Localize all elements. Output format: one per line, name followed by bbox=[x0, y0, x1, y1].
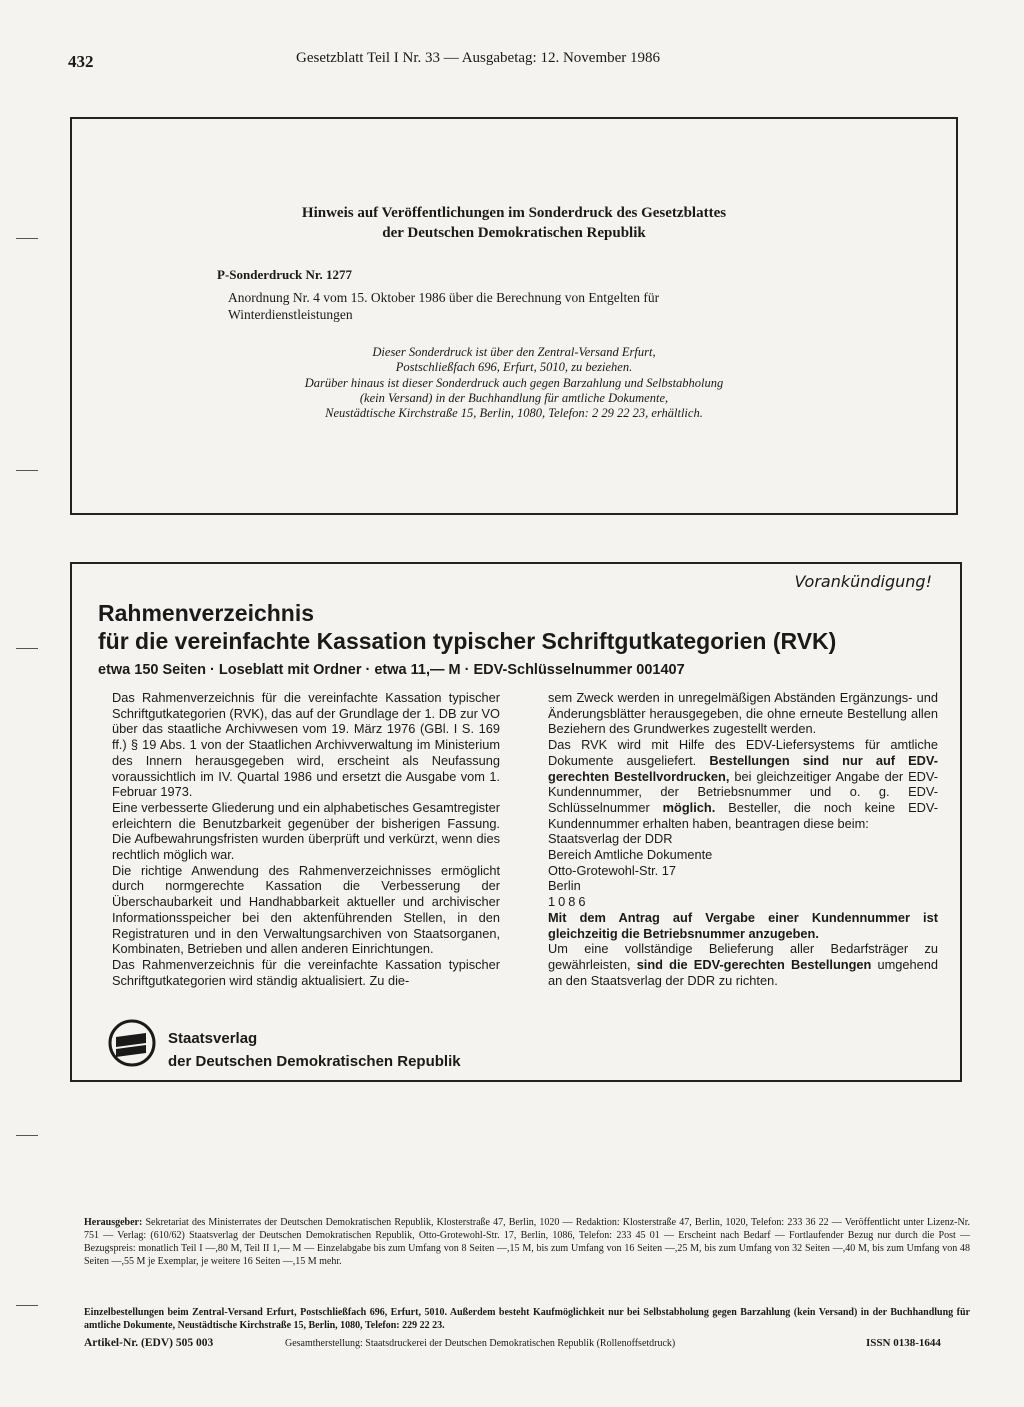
page-number: 432 bbox=[68, 52, 94, 71]
address-line: Otto-Grotewohl-Str. 17 bbox=[548, 862, 677, 878]
imprint-block bbox=[84, 1216, 970, 1268]
margin-mark bbox=[16, 1135, 38, 1136]
text-span: Das RVK wird mit Hilfe des EDV-Liefersystems für amtliche Dokumente ausgeliefert. bbox=[548, 737, 938, 768]
address-line: Staatsverlag der DDR bbox=[548, 831, 673, 847]
imprint-label: Herausgeber: bbox=[84, 1217, 143, 1228]
ad-paragraph: Eine verbesserte Gliederung und ein alphabetisches Gesamtregister erleichtern die Benutzbarkeit gegenüber der bisherigen Fassung. Die Aufbewahrungsfristen wurden überprüft und verkürzt, wenn dies rechtlich möglich war. bbox=[112, 799, 500, 863]
text-span: Besteller, die noch keine EDV-Kundennummer erhalten haben, beantragen diese beim: bbox=[548, 799, 939, 831]
address-line: 1086 bbox=[548, 894, 589, 910]
imprint-orders: Einzelbestellungen beim Zentral-Versand Erfurt, Postschließfach 696, Erfurt, 5010. Außerdem besteht Kaufmöglichkeit nur bei Selbstabholung gegen Barzahlung (kein Versand) in der Buchhandlung für amtliche Dokumente, Neustädtische Kirchstraße 15, Berlin, 1080, Telefon: 229 22 23. bbox=[84, 1307, 970, 1331]
notice-text-line2: Winterdienstleistungen bbox=[228, 307, 353, 322]
publisher-name-line2: der Deutschen Demokratischen Republik bbox=[168, 1053, 461, 1070]
text-span: Um eine vollständige Belieferung aller Bedarfsträger zu gewährleisten, bbox=[548, 941, 938, 972]
ad-title-line1: Rahmenverzeichnis bbox=[98, 600, 315, 626]
ad-title-line2: für die vereinfachte Kassation typischer Schriftgutkategorien (RVK) bbox=[98, 628, 837, 654]
publisher-name-line1: Staatsverlag bbox=[168, 1030, 258, 1047]
notice-info-line: Dieser Sonderdruck ist über den Zentral-Versand Erfurt, bbox=[372, 345, 656, 359]
advertisement-box bbox=[70, 562, 962, 1082]
notice-info-line: Postschließfach 696, Erfurt, 5010, zu beziehen. bbox=[395, 360, 633, 374]
imprint-text: Sekretariat des Ministerrates der Deutschen Demokratischen Republik, Klosterstraße 47, Berlin, 1020 — Redaktion: Klosterstraße 47, Berlin, 1020, Telefon: 233 36 22 — Veröffentlicht unter Lizenz-Nr. 751 — Verlag: (610/62) Staatsverlag der Deutschen Demokratischen Republik, Otto-Grotewohl-Str. 17, Berlin, 1086, Telefon: 233 45 01 — Erscheint nach Bedarf — Fortlaufender Bezug nur durch die Post — Bezugspreis: monatlich Teil I —,80 M, Teil II 1,— M — Einzelabgabe bis zum Umfang von 8 Seiten —,15 M, bis zum Umfang von 16 Seiten —,25 M, bis zum Umfang von 32 Seiten —,40 M, bis zum Umfang von 48 Seiten —,55 M je Exemplar, je weitere 16 Seiten —,15 M mehr. bbox=[84, 1217, 970, 1267]
publisher-logo-icon bbox=[108, 1019, 156, 1067]
printer-line: Gesamtherstellung: Staatsdruckerei der Deutschen Demokratischen Republik (Rollenoffsetdruck) bbox=[285, 1338, 676, 1349]
article-number: Artikel-Nr. (EDV) 505 003 bbox=[84, 1337, 214, 1349]
address-line: Berlin bbox=[548, 878, 581, 894]
bold-span: sind die EDV-gerechten Bestellungen bbox=[636, 956, 872, 972]
notice-text-line1: Anordnung Nr. 4 vom 15. Oktober 1986 über die Berechnung von Entgelten für bbox=[228, 290, 660, 305]
ad-paragraph: Die richtige Anwendung des Rahmenverzeichnisses ermöglicht durch normgerechte Kassation die Verbesserung der Überschaubarkeit und Handhabbarkeit aktueller und archivischer Informationsspeicher bei den aktenführenden Stellen, in den Registraturen und in den Verwaltungsarchiven von Staatsorganen, Kombinaten, Betrieben und allen anderen Einrichtungen. bbox=[112, 862, 500, 957]
text-span: umgehend an den Staatsverlag der DDR zu richten. bbox=[548, 956, 939, 988]
ad-column-right bbox=[548, 690, 938, 988]
ad-subtitle: etwa 150 Seiten · Loseblatt mit Ordner · etwa 11,— M · EDV-Schlüsselnummer 001407 bbox=[98, 662, 685, 678]
notice-title-line1: Hinweis auf Veröffentlichungen im Sonderdruck des Gesetzblattes bbox=[301, 205, 727, 221]
notice-info-line: Darüber hinaus ist dieser Sonderdruck auch gegen Barzahlung und Selbstabholung bbox=[304, 376, 724, 390]
address-line: Bereich Amtliche Dokumente bbox=[548, 847, 713, 863]
ad-paragraph: sem Zweck werden in unregelmäßigen Abständen Ergänzungs- und Änderungsblätter herausgegeben, die ohne erneute Bestellung allen Beziehern des Grundwerkes zugestellt werden. bbox=[548, 690, 938, 737]
notice-info-line: (kein Versand) in der Buchhandlung für amtliche Dokumente, bbox=[359, 391, 669, 405]
ad-paragraph bbox=[548, 737, 938, 831]
notice-title-line2: der Deutschen Demokratischen Republik bbox=[382, 225, 646, 241]
notice-info-line: Neustädtische Kirchstraße 15, Berlin, 1080, Telefon: 2 29 22 23, erhältlich. bbox=[325, 406, 703, 420]
ad-bold-paragraph: Mit dem Antrag auf Vergabe einer Kundennummer ist gleichzeitig die Betriebsnummer anzugeben. bbox=[548, 909, 938, 941]
ad-column-left bbox=[112, 690, 500, 988]
ad-paragraph: Das Rahmenverzeichnis für die vereinfachte Kassation typischer Schriftgutkategorien wird ständig aktualisiert. Zu die- bbox=[112, 956, 500, 988]
margin-mark bbox=[16, 1305, 38, 1306]
notice-box bbox=[70, 117, 958, 515]
bold-span: möglich. bbox=[662, 799, 716, 815]
margin-mark bbox=[16, 238, 38, 239]
bold-span: Bestellungen sind nur auf EDV-gerechten Bestellvordrucken, bbox=[548, 752, 938, 784]
text-span: bei gleichzeitiger Angabe der EDV-Kundennummer, der Betriebsnummer und o. g. EDV-Schlüsselnummer bbox=[548, 768, 938, 815]
running-head: Gesetzblatt Teil I Nr. 33 — Ausgabetag: 12. November 1986 bbox=[296, 50, 661, 66]
margin-mark bbox=[16, 648, 38, 649]
announcement-label: Vorankündigung! bbox=[794, 572, 932, 591]
ad-paragraph bbox=[548, 941, 938, 988]
ad-paragraph: Das Rahmenverzeichnis für die vereinfachte Kassation typischer Schriftgutkategorien (RVK), das auf der Grundlage der 1. DB zur VO über das staatliche Archivwesen vom 19. März 1976 (GBl. I S. 169 ff.) § 19 Abs. 1 von der Staatlichen Archivverwaltung im Ministerium des Innern herausgegeben wird, erscheint als Neufassung voraussichtlich im IV. Quartal 1986 und ersetzt die Ausgabe vom 1. Februar 1973. bbox=[112, 690, 500, 800]
margin-mark bbox=[16, 470, 38, 471]
issn: ISSN 0138-1644 bbox=[866, 1337, 941, 1349]
notice-label: P-Sonderdruck Nr. 1277 bbox=[217, 267, 352, 282]
